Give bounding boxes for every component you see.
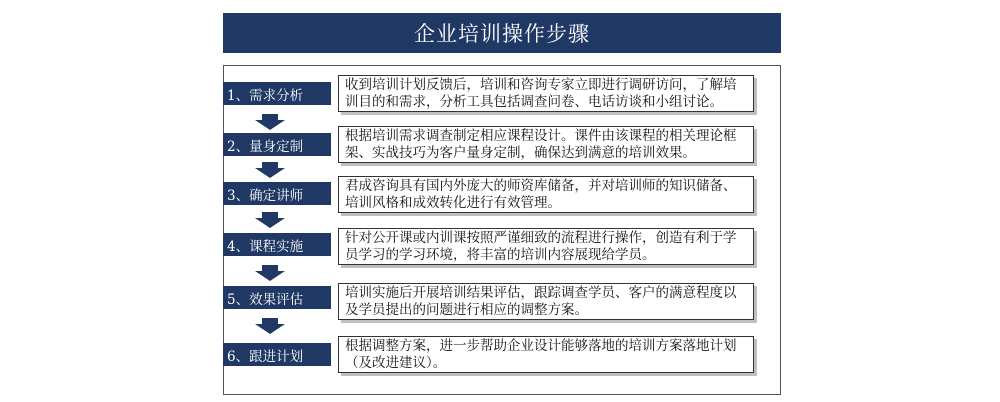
step-desc-4: 针对公开课或内训课按照严谨细致的流程进行操作，创造有利于学员学习的学习环境，将丰富的培训内容展现给学员。 (338, 228, 754, 265)
down-arrow-icon (255, 162, 285, 178)
step-label-1: 1、需求分析 (223, 82, 331, 105)
down-arrow-icon (255, 212, 285, 228)
step-desc-2: 根据培训需求调查制定相应课程设计。课件由该课程的相关理论框架、实战技巧为客户量身定制，确保达到满意的培训效果。 (338, 126, 754, 163)
step-desc-5: 培训实施后开展培训结果评估，跟踪调查学员、客户的满意程度以及学员提出的问题进行相应的调整方案。 (338, 283, 754, 320)
step-desc-3: 君成咨询具有国内外庞大的师资库储备，并对培训师的知识储备、培训风格和成效转化进行有效管理。 (338, 176, 754, 213)
page-title: 企业培训操作步骤 (223, 13, 781, 53)
down-arrow-icon (255, 114, 285, 130)
down-arrow-icon (255, 318, 285, 334)
step-label-5: 5、效果评估 (223, 286, 331, 309)
step-label-6: 6、跟进计划 (223, 343, 331, 366)
step-desc-6: 根据调整方案，进一步帮助企业设计能够落地的培训方案落地计划（及改进建议）。 (338, 336, 754, 373)
step-label-2: 2、量身定制 (223, 133, 331, 156)
step-desc-1: 收到培训计划反馈后，培训和咨询专家立即进行调研访问，了解培训目的和需求，分析工具包括调查问卷、电话访谈和小组讨论。 (338, 75, 754, 112)
step-label-3: 3、确定讲师 (223, 182, 331, 205)
down-arrow-icon (255, 265, 285, 281)
step-label-4: 4、课程实施 (223, 233, 331, 256)
